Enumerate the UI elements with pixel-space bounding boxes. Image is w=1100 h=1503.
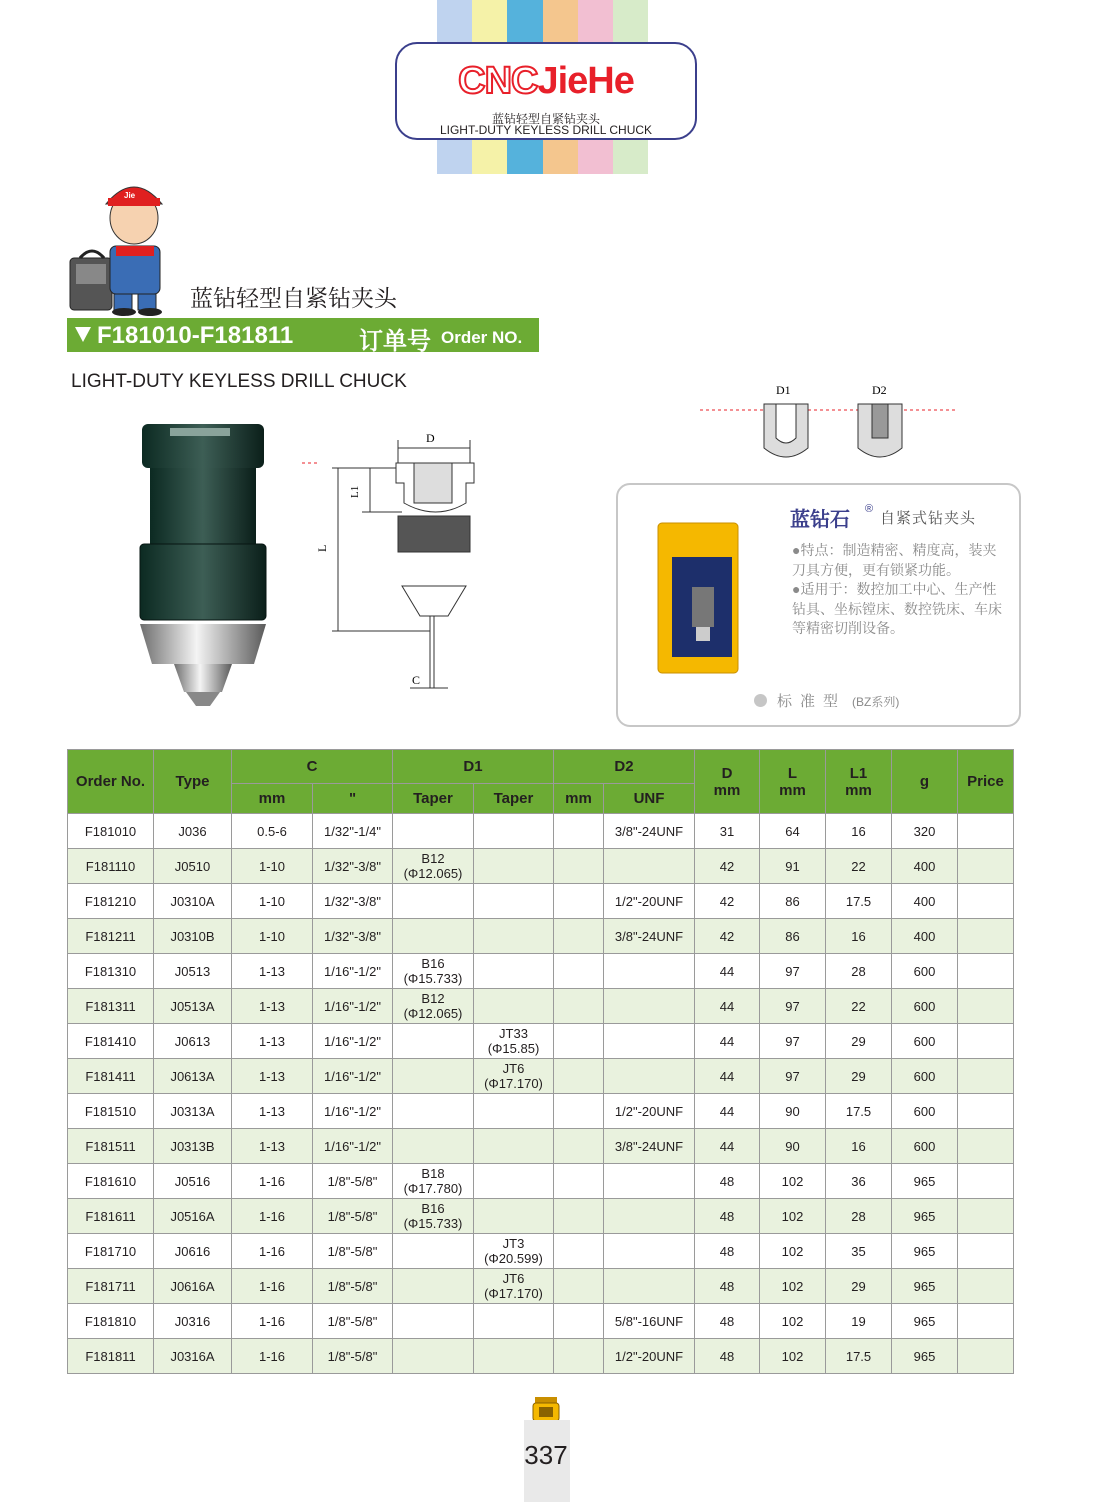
cell-type: J0313A [154, 1094, 232, 1129]
table-row [68, 1339, 1014, 1374]
brand-name: 蓝钻石 [790, 509, 850, 531]
order-number-bar [67, 318, 539, 355]
cell-c-mm: 1-16 [232, 1304, 313, 1339]
cell-l: 86 [760, 884, 826, 919]
cell-g: 400 [892, 849, 958, 884]
cell-order: F181711 [68, 1269, 154, 1304]
cell-d2-mm [554, 1164, 604, 1199]
cell-c-in: 1/16"-1/2" [313, 1024, 393, 1059]
registered-mark: ® [865, 503, 874, 515]
cell-d2-mm [554, 954, 604, 989]
cell-price [958, 849, 1014, 884]
cell-order: F181310 [68, 954, 154, 989]
cell-c-mm: 1-10 [232, 884, 313, 919]
cell-c-mm: 1-13 [232, 954, 313, 989]
cell-d: 44 [695, 1059, 760, 1094]
brand-header [395, 42, 697, 140]
cell-c-in: 1/8"-5/8" [313, 1304, 393, 1339]
cell-d2-mm [554, 1234, 604, 1269]
order-label-en: Order NO. [441, 328, 523, 347]
cell-d2-mm [554, 814, 604, 849]
cell-c-mm: 1-16 [232, 1339, 313, 1374]
label-d: D [426, 431, 435, 445]
table-row [68, 814, 1014, 849]
cell-l1: 36 [826, 1164, 892, 1199]
product-info-box [616, 483, 1021, 727]
logo-jiehe: JieHe [537, 60, 634, 102]
header-type: Type [154, 750, 232, 814]
applications: ●适用于：数控加工中心、生产性钻具、坐标镗床、数控铣床、车床等精密切削设备。 [792, 581, 1002, 636]
product-title-cn: 蓝钻轻型自紧钻夹头 [190, 285, 397, 311]
cell-type: J0510 [154, 849, 232, 884]
header-d2-unf: UNF [604, 784, 695, 814]
cell-taper-jt: JT33 (Φ15.85) [474, 1024, 554, 1059]
cell-d2-mm [554, 1304, 604, 1339]
cell-type: J0310A [154, 884, 232, 919]
cell-c-in: 1/32"-3/8" [313, 849, 393, 884]
cell-unf: 5/8"-16UNF [604, 1304, 695, 1339]
cell-price [958, 1094, 1014, 1129]
cell-unf: 3/8"-24UNF [604, 814, 695, 849]
cell-order: F181411 [68, 1059, 154, 1094]
cell-taper-jt [474, 1094, 554, 1129]
header-d [695, 750, 760, 814]
cell-taper-b: B18 (Φ17.780) [393, 1164, 474, 1199]
cell-d2-mm [554, 1129, 604, 1164]
cell-unf [604, 1269, 695, 1304]
cell-d2-mm [554, 1024, 604, 1059]
cell-taper-b: B16 (Φ15.733) [393, 954, 474, 989]
cell-d2-mm [554, 884, 604, 919]
cell-taper-jt [474, 1164, 554, 1199]
brand-logo [397, 60, 695, 103]
cell-l: 102 [760, 1234, 826, 1269]
cell-price [958, 1234, 1014, 1269]
cell-price [958, 814, 1014, 849]
cell-type: J0516A [154, 1199, 232, 1234]
cell-unf [604, 849, 695, 884]
cell-l1: 35 [826, 1234, 892, 1269]
header-d1-taper-b: Taper [393, 784, 474, 814]
cell-unf [604, 1024, 695, 1059]
cell-type: J0616 [154, 1234, 232, 1269]
cell-order: F181010 [68, 814, 154, 849]
header-c-mm: mm [232, 784, 313, 814]
package-image [656, 517, 746, 677]
drill-chuck-photo [130, 424, 275, 714]
cell-c-mm: 1-13 [232, 989, 313, 1024]
cell-l1: 29 [826, 1024, 892, 1059]
cell-g: 965 [892, 1304, 958, 1339]
cell-c-mm: 1-13 [232, 1129, 313, 1164]
features: ●特点：制造精密、精度高，装夹刀具方便，更有锁紧功能。 [792, 542, 997, 578]
cell-type: J0310B [154, 919, 232, 954]
cell-d: 42 [695, 849, 760, 884]
label-l1: L1 [349, 485, 361, 498]
cell-d: 48 [695, 1199, 760, 1234]
cell-g: 600 [892, 989, 958, 1024]
cell-price [958, 1199, 1014, 1234]
cell-d: 48 [695, 1269, 760, 1304]
table-row [68, 1059, 1014, 1094]
order-range: F181010-F181811 [97, 322, 294, 349]
spec-table-body [68, 814, 1014, 1374]
cell-d: 48 [695, 1164, 760, 1199]
cell-g: 600 [892, 954, 958, 989]
cell-g: 965 [892, 1234, 958, 1269]
brand-subtitle: 自紧式钻夹头 [880, 510, 977, 527]
cell-taper-b [393, 919, 474, 954]
cell-unf: 3/8"-24UNF [604, 919, 695, 954]
cell-type: J0513A [154, 989, 232, 1024]
header-g: g [892, 750, 958, 814]
cell-taper-jt [474, 1339, 554, 1374]
dimension-diagram [298, 426, 478, 696]
cell-unf: 1/2"-20UNF [604, 1094, 695, 1129]
cell-c-in: 1/32"-3/8" [313, 884, 393, 919]
cell-l: 102 [760, 1164, 826, 1199]
label-l: L [315, 544, 329, 552]
cell-taper-b [393, 1129, 474, 1164]
header-subtitle-en: LIGHT-DUTY KEYLESS DRILL CHUCK [439, 123, 653, 137]
cell-price [958, 1024, 1014, 1059]
header-l1 [826, 750, 892, 814]
cell-d2-mm [554, 1269, 604, 1304]
cell-l1: 29 [826, 1059, 892, 1094]
cell-l: 97 [760, 1024, 826, 1059]
product-title-en: LIGHT-DUTY KEYLESS DRILL CHUCK [71, 371, 407, 392]
cell-order: F181211 [68, 919, 154, 954]
header-c: C [232, 750, 393, 784]
cell-taper-b [393, 1304, 474, 1339]
table-row [68, 884, 1014, 919]
header-d2: D2 [554, 750, 695, 784]
header-d1: D1 [393, 750, 554, 784]
cell-order: F181810 [68, 1304, 154, 1339]
cell-g: 600 [892, 1059, 958, 1094]
cell-d: 44 [695, 1129, 760, 1164]
page-number: 337 [524, 1440, 568, 1470]
mascot-illustration [66, 176, 176, 316]
cell-unf: 1/2"-20UNF [604, 1339, 695, 1374]
cell-taper-b [393, 814, 474, 849]
cell-taper-b: B12 (Φ12.065) [393, 989, 474, 1024]
cell-unf: 1/2"-20UNF [604, 884, 695, 919]
cell-l: 97 [760, 954, 826, 989]
cell-taper-b [393, 884, 474, 919]
cell-l1: 16 [826, 919, 892, 954]
cell-type: J0613 [154, 1024, 232, 1059]
standard-type [754, 690, 899, 711]
cell-d2-mm [554, 1094, 604, 1129]
label-c: C [412, 673, 421, 687]
table-row [68, 1234, 1014, 1269]
cell-order: F181110 [68, 849, 154, 884]
cell-d2-mm [554, 1059, 604, 1094]
cell-c-in: 1/16"-1/2" [313, 954, 393, 989]
cell-d2-mm [554, 1199, 604, 1234]
header-d2-mm: mm [554, 784, 604, 814]
cell-d2-mm [554, 849, 604, 884]
cell-d: 44 [695, 1094, 760, 1129]
cell-c-mm: 1-16 [232, 1164, 313, 1199]
cell-d: 42 [695, 884, 760, 919]
cell-c-mm: 1-13 [232, 1024, 313, 1059]
table-row [68, 849, 1014, 884]
cell-d: 44 [695, 989, 760, 1024]
cell-c-in: 1/8"-5/8" [313, 1164, 393, 1199]
cell-type: J0316A [154, 1339, 232, 1374]
logo-cnc: CNC [458, 60, 538, 102]
header-l1-label: L1 [849, 764, 868, 782]
order-label-cn: 订单号 [359, 328, 431, 355]
cell-l: 102 [760, 1269, 826, 1304]
cell-type: J0516 [154, 1164, 232, 1199]
cell-d: 48 [695, 1234, 760, 1269]
header-subtitle-cn: 蓝钻轻型自紧钻夹头 [491, 112, 600, 126]
cell-c-in: 1/16"-1/2" [313, 1094, 393, 1129]
cell-l1: 22 [826, 849, 892, 884]
header-l [760, 750, 826, 814]
series-label: (BZ系列) [852, 695, 900, 709]
triangle-down-icon [75, 327, 91, 342]
cell-g: 320 [892, 814, 958, 849]
cell-price [958, 1059, 1014, 1094]
cell-l: 64 [760, 814, 826, 849]
table-row [68, 1199, 1014, 1234]
cell-taper-b [393, 1269, 474, 1304]
label-d1: D1 [776, 383, 791, 397]
cell-unf [604, 1199, 695, 1234]
taper-diagram [700, 380, 960, 465]
cell-d: 48 [695, 1339, 760, 1374]
cell-l: 86 [760, 919, 826, 954]
header-d-label: D [721, 764, 733, 782]
cell-taper-b: B12 (Φ12.065) [393, 849, 474, 884]
cell-l: 90 [760, 1129, 826, 1164]
cell-c-mm: 1-16 [232, 1199, 313, 1234]
cell-c-in: 1/16"-1/2" [313, 1129, 393, 1164]
cell-taper-b [393, 1024, 474, 1059]
cell-order: F181611 [68, 1199, 154, 1234]
features-text [792, 541, 1008, 639]
cell-taper-b [393, 1234, 474, 1269]
cell-l1: 17.5 [826, 884, 892, 919]
cell-d: 31 [695, 814, 760, 849]
cell-l: 90 [760, 1094, 826, 1129]
cell-taper-jt: JT3 (Φ20.599) [474, 1234, 554, 1269]
cell-price [958, 884, 1014, 919]
cell-taper-jt [474, 954, 554, 989]
cell-taper-jt [474, 989, 554, 1024]
cell-taper-jt [474, 849, 554, 884]
cell-l: 97 [760, 989, 826, 1024]
cell-c-in: 1/16"-1/2" [313, 989, 393, 1024]
header-d-unit: mm [713, 781, 741, 799]
cell-c-mm: 1-13 [232, 1094, 313, 1129]
cell-order: F181511 [68, 1129, 154, 1164]
cell-order: F181811 [68, 1339, 154, 1374]
cell-c-mm: 1-10 [232, 849, 313, 884]
table-row [68, 1269, 1014, 1304]
cell-taper-jt [474, 1129, 554, 1164]
header-c-inch: " [313, 784, 393, 814]
cell-price [958, 989, 1014, 1024]
cell-l1: 19 [826, 1304, 892, 1339]
cell-order: F181610 [68, 1164, 154, 1199]
cell-unf [604, 989, 695, 1024]
cell-d2-mm [554, 989, 604, 1024]
standard-label: 标准型 [777, 693, 847, 710]
cell-type: J0316 [154, 1304, 232, 1339]
cell-type: J0616A [154, 1269, 232, 1304]
cell-type: J0313B [154, 1129, 232, 1164]
cell-unf [604, 954, 695, 989]
cell-l1: 17.5 [826, 1094, 892, 1129]
cell-l1: 29 [826, 1269, 892, 1304]
cell-d: 42 [695, 919, 760, 954]
cell-price [958, 1339, 1014, 1374]
cell-taper-jt [474, 814, 554, 849]
cell-l: 102 [760, 1339, 826, 1374]
cell-unf [604, 1059, 695, 1094]
cell-g: 965 [892, 1199, 958, 1234]
cell-g: 965 [892, 1339, 958, 1374]
svg-text:Jie: Jie [124, 191, 136, 200]
cell-taper-b [393, 1059, 474, 1094]
cell-d2-mm [554, 1339, 604, 1374]
cell-g: 965 [892, 1269, 958, 1304]
cell-c-in: 1/16"-1/2" [313, 1059, 393, 1094]
cell-taper-jt: JT6 (Φ17.170) [474, 1269, 554, 1304]
cell-d: 44 [695, 1024, 760, 1059]
cell-l: 91 [760, 849, 826, 884]
cell-taper-b: B16 (Φ15.733) [393, 1199, 474, 1234]
cell-type: J036 [154, 814, 232, 849]
cell-c-in: 1/8"-5/8" [313, 1199, 393, 1234]
bullet-icon [754, 694, 767, 707]
header-l-label: L [787, 764, 798, 782]
cell-l: 97 [760, 1059, 826, 1094]
cell-g: 965 [892, 1164, 958, 1199]
cell-c-in: 1/8"-5/8" [313, 1269, 393, 1304]
cell-d2-mm [554, 919, 604, 954]
header-order-no: Order No. [68, 750, 154, 814]
cell-c-in: 1/8"-5/8" [313, 1339, 393, 1374]
cell-c-in: 1/32"-3/8" [313, 919, 393, 954]
cell-unf [604, 1234, 695, 1269]
header-price: Price [958, 750, 1014, 814]
cell-l1: 28 [826, 954, 892, 989]
table-row [68, 1304, 1014, 1339]
header-d1-taper-jt: Taper [474, 784, 554, 814]
cell-order: F181311 [68, 989, 154, 1024]
cell-unf: 3/8"-24UNF [604, 1129, 695, 1164]
cell-unf [604, 1164, 695, 1199]
cell-c-mm: 1-16 [232, 1234, 313, 1269]
cell-order: F181210 [68, 884, 154, 919]
cell-price [958, 1269, 1014, 1304]
cell-l1: 17.5 [826, 1339, 892, 1374]
cell-taper-jt [474, 919, 554, 954]
table-row [68, 919, 1014, 954]
cell-taper-jt [474, 1304, 554, 1339]
cell-order: F181710 [68, 1234, 154, 1269]
cell-c-mm: 0.5-6 [232, 814, 313, 849]
table-row [68, 954, 1014, 989]
cell-price [958, 954, 1014, 989]
label-d2: D2 [872, 383, 887, 397]
cell-l1: 28 [826, 1199, 892, 1234]
cell-type: J0613A [154, 1059, 232, 1094]
cell-d: 48 [695, 1304, 760, 1339]
cell-l1: 16 [826, 814, 892, 849]
cell-l: 102 [760, 1199, 826, 1234]
cell-l1: 22 [826, 989, 892, 1024]
cell-order: F181410 [68, 1024, 154, 1059]
cell-g: 400 [892, 884, 958, 919]
cell-l1: 16 [826, 1129, 892, 1164]
cell-price [958, 1304, 1014, 1339]
cell-g: 600 [892, 1024, 958, 1059]
cell-price [958, 919, 1014, 954]
cell-type: J0513 [154, 954, 232, 989]
cell-price [958, 1164, 1014, 1199]
cell-taper-b [393, 1339, 474, 1374]
cell-g: 600 [892, 1129, 958, 1164]
spec-table [67, 749, 1014, 1374]
table-row [68, 1024, 1014, 1059]
cell-taper-jt [474, 884, 554, 919]
cell-g: 600 [892, 1094, 958, 1129]
cell-l: 102 [760, 1304, 826, 1339]
cell-d: 44 [695, 954, 760, 989]
cell-c-mm: 1-16 [232, 1269, 313, 1304]
cell-taper-b [393, 1094, 474, 1129]
cell-taper-jt [474, 1199, 554, 1234]
cell-c-in: 1/32"-1/4" [313, 814, 393, 849]
cell-c-mm: 1-13 [232, 1059, 313, 1094]
table-row [68, 1164, 1014, 1199]
cell-taper-jt: JT6 (Φ17.170) [474, 1059, 554, 1094]
cell-c-mm: 1-10 [232, 919, 313, 954]
cell-order: F181510 [68, 1094, 154, 1129]
table-row [68, 989, 1014, 1024]
header-l-unit: mm [779, 781, 806, 799]
cell-c-in: 1/8"-5/8" [313, 1234, 393, 1269]
header-l1-unit: mm [845, 781, 872, 799]
table-row [68, 1094, 1014, 1129]
table-row [68, 1129, 1014, 1164]
cell-g: 400 [892, 919, 958, 954]
cell-price [958, 1129, 1014, 1164]
